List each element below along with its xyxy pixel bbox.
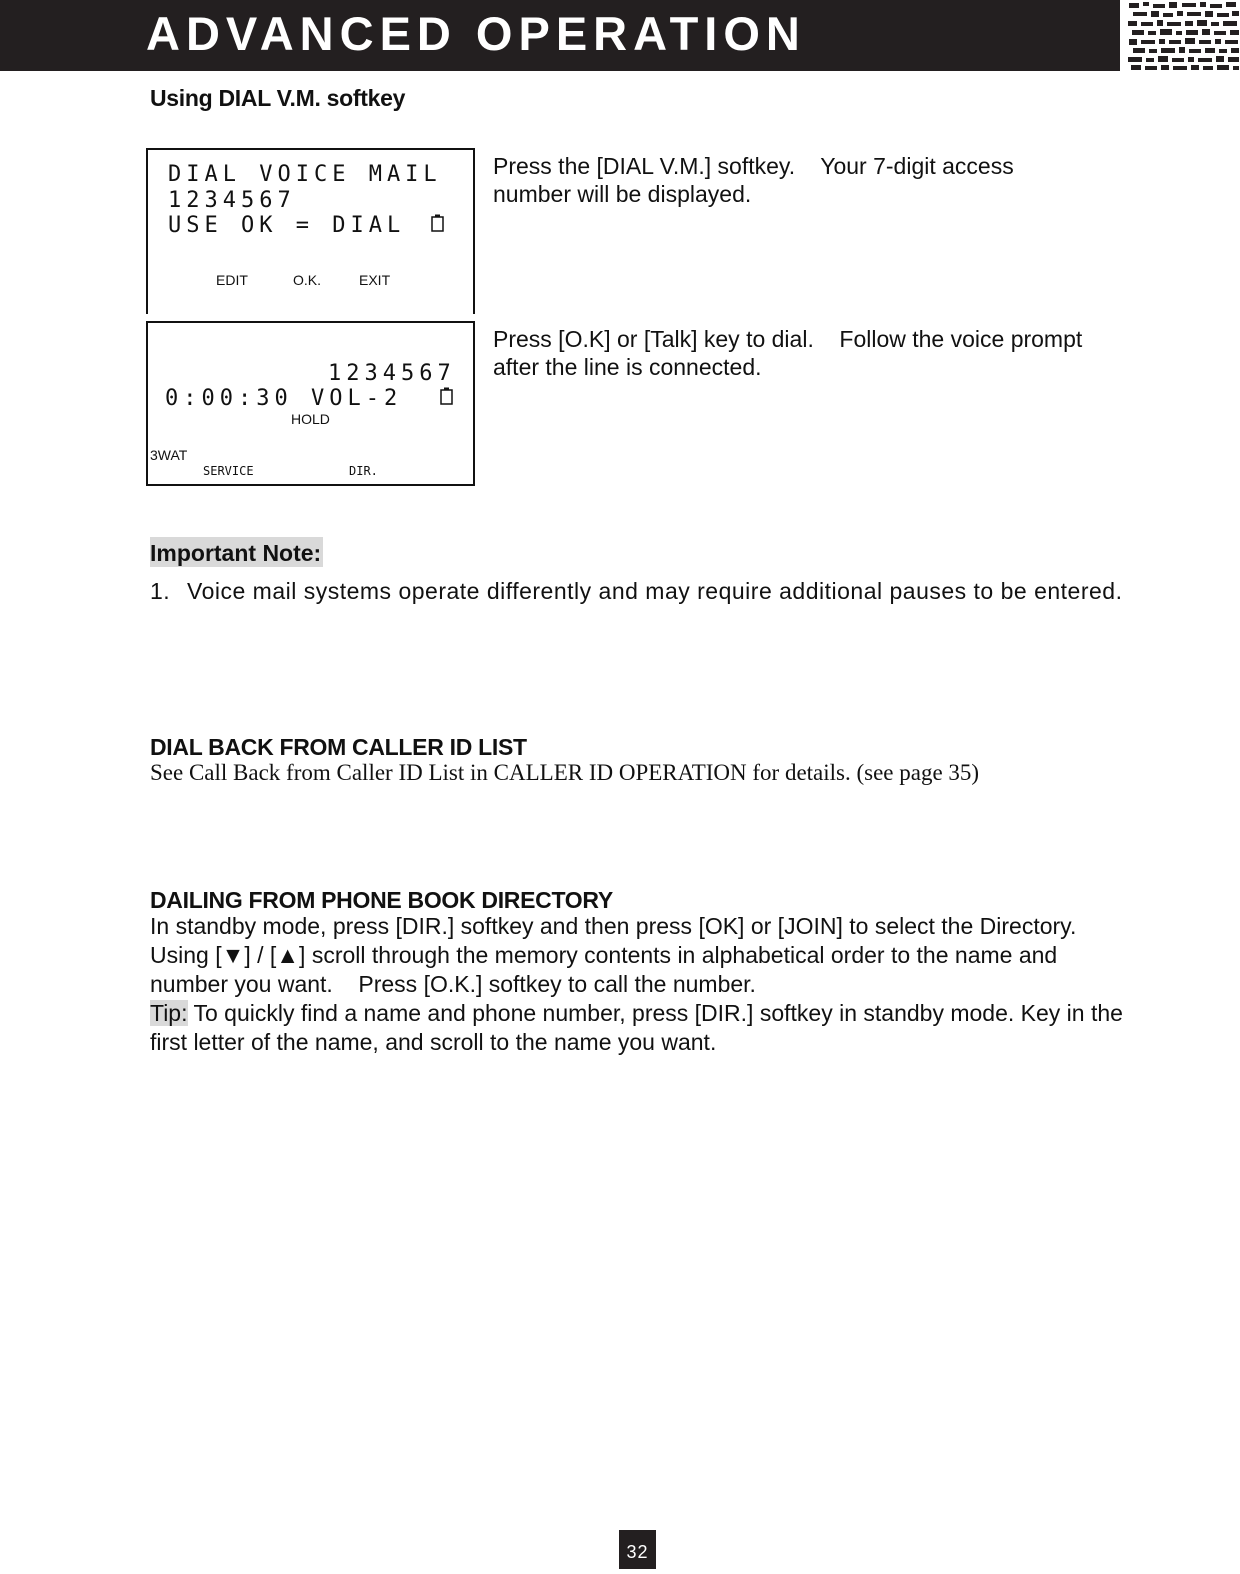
important-note-list xyxy=(150,578,1126,605)
softkey-hold: HOLD xyxy=(291,411,330,427)
important-note-heading: Important Note: xyxy=(150,537,323,567)
phonebook-description xyxy=(150,912,1130,1057)
section-title-phonebook: DAILING FROM PHONE BOOK DIRECTORY xyxy=(150,887,613,913)
page-title: ADVANCED OPERATION xyxy=(146,7,806,60)
softkey-service: SERVICE xyxy=(203,464,254,478)
section-title-voicemail: Using DIAL V.M. softkey xyxy=(150,85,406,111)
lcd-line-2: 1234567 xyxy=(168,188,296,213)
corner-pattern-icon xyxy=(1127,0,1240,71)
header-bar xyxy=(0,0,1120,71)
instruction-step-1: Press the [DIAL V.M.] softkey. Your 7-digit access number will be displayed. xyxy=(493,153,1014,207)
softkey-edit: EDIT xyxy=(216,272,248,288)
note-number: 1. xyxy=(150,578,171,604)
note-text: Voice mail systems operate differently and may require additional pauses to be entered. xyxy=(187,578,1123,604)
lcd-screen-call-connected xyxy=(146,321,475,486)
tip-label: Tip: xyxy=(150,1000,188,1026)
lcd-line-3: USE OK = DIAL xyxy=(168,213,406,238)
lcd-call-status: 0:00:30 VOL-2 xyxy=(165,386,403,411)
softkey-exit: EXIT xyxy=(359,272,391,288)
callerid-description: See Call Back from Caller ID List in CALLER ID OPERATION for details. (see page 35) xyxy=(150,760,980,785)
lcd-screen-dial-voicemail xyxy=(146,148,475,314)
handset-icon xyxy=(431,214,444,232)
softkey-3wat: 3WAT xyxy=(150,447,188,463)
phonebook-instructions: In standby mode, press [DIR.] softkey and then press [OK] or [JOIN] to select the Directory. Using [▼] / [▲] scroll through the memory contents in alphabetical order to the name and number you want. Press [O.K.] softkey to call the number. xyxy=(150,913,1096,997)
lcd-dialed-number: 1234567 xyxy=(328,361,456,386)
softkey-ok: O.K. xyxy=(293,272,322,288)
section-title-callerid: DIAL BACK FROM CALLER ID LIST xyxy=(150,734,527,760)
instruction-step-2: Press [O.K] or [Talk] key to dial. Follow the voice prompt after the line is connected. xyxy=(493,326,1083,380)
softkey-dir: DIR. xyxy=(349,464,378,478)
handset-icon xyxy=(440,387,453,405)
lcd-line-1: DIAL VOICE MAIL xyxy=(168,162,442,187)
tip-text: To quickly find a name and phone number, press [DIR.] softkey in standby mode. Key in the first letter of the name, and scroll to the name you want. xyxy=(150,1000,1123,1055)
note-item xyxy=(150,578,1126,605)
page-number: 32 xyxy=(619,1530,656,1569)
